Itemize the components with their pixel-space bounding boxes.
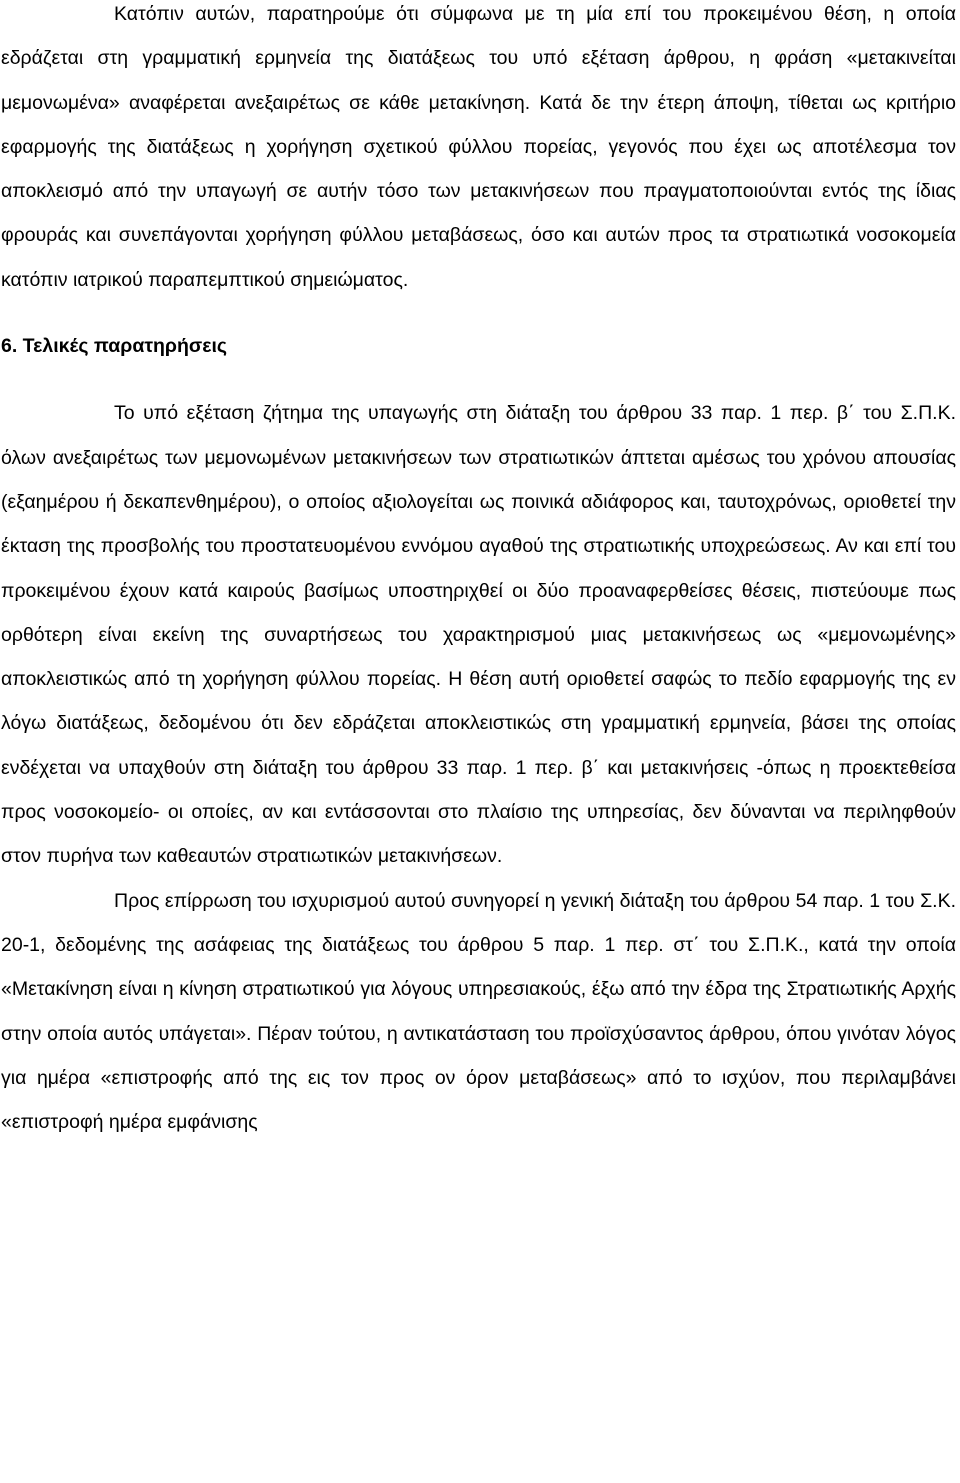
section-heading: 6. Τελικές παρατηρήσεις: [1, 335, 228, 358]
paragraph-final-remarks: Το υπό εξέταση ζήτημα της υπαγωγής στη διάταξη του άρθρου 33 παρ. 1 περ. β΄ του Σ.Π.Κ. όλων ανεξαιρέτως των μεμονωμένων μετακινήσεων των στρατιωτικών άπτεται αμέσως του χρόνου απουσίας (εξαημέρου ή δεκαπενθημέρου), ο οποίος αξιολογείται ως ποινικά αδιάφορος και, ταυτοχρόνως, οριοθετεί την έκταση της προσβολής του προστατευομένου εννόμου αγαθού της στρατιωτικής υποχρεώσεως. Αν και επί του προκειμένου έχουν κατά καιρούς βασίμως υποστηριχθεί οι δύο προαναφερθείσες θέσεις, πιστεύουμε πως ορθότερη είναι εκείνη της συναρτήσεως του χαρακτηρισμού μιας μετακινήσεως ως «μεμονωμένης» αποκλειστικώς από τη χορήγηση φύλλου πορείας. Η θέση αυτή οριοθετεί σαφώς το πεδίο εφαρμογής της εν λόγω διατάξεως, δεδομένου ότι δεν εδράζεται αποκλειστικώς στη γραμματική ερμηνεία, βάσει της οποίας ενδέχεται να υπαχθούν στη διάταξη του άρθρου 33 παρ. 1 περ. β΄ και μετακινήσεις -όπως η προεκτεθείσα προς νοσοκομείο- οι οποίες, αν και εντάσσονται στο πλαίσιο της υπηρεσίας, δεν δύνανται να περιληφθούν στον πυρήνα των καθεαυτών στρατιωτικών μετακινήσεων.: [1, 402, 956, 868]
paragraph-intro: Κατόπιν αυτών, παρατηρούμε ότι σύμφωνα με τη μία επί του προκειμένου θέση, η οποία εδράζεται στη γραμματική ερμηνεία της διατάξεως του υπό εξέταση άρθρου, η φράση «μετακινείται μεμονωμένα» αναφέρεται ανεξαιρέτως σε κάθε μετακίνηση. Κατά δε την έτερη άποψη, τίθεται ως κριτήριο εφαρμογής της διατάξεως η χορήγηση σχετικού φύλλου πορείας, γεγονός που έχει ως αποτέλεσμα τον αποκλεισμό από την υπαγωγή σε αυτήν τόσο των μετακινήσεων που πραγματοποιούνται εντός της ίδιας φρουράς και συνεπάγονται χορήγηση φύλλου μεταβάσεως, όσο και αυτών προς τα στρατιωτικά νοσοκομεία κατόπιν ιατρικού παραπεμπτικού σημειώματος.: [1, 3, 956, 291]
section-heading-wrapper: [1, 324, 956, 368]
paragraph-supporting-argument: Προς επίρρωση του ισχυρισμού αυτού συνηγορεί η γενική διάταξη του άρθρου 54 παρ. 1 του Σ.Κ. 20-1, δεδομένης της ασάφειας της διατάξεως του άρθρου 5 παρ. 1 περ. στ΄ του Σ.Π.Κ., κατά την οποία «Μετακίνηση είναι η κίνηση στρατιωτικού για λόγους υπηρεσιακούς, έξω από την έδρα της Στρατιωτικής Αρχής στην οποία αυτός υπάγεται». Πέραν τούτου, η αντικατάσταση του προϊσχύσαντος άρθρου, όπου γινόταν λόγος για ημέρα «επιστροφής από της εις τον προς ον όρον μεταβάσεως» από το ισχύον, που περιλαμβάνει «επιστροφή ημέρα εμφάνισης: [1, 889, 956, 1134]
